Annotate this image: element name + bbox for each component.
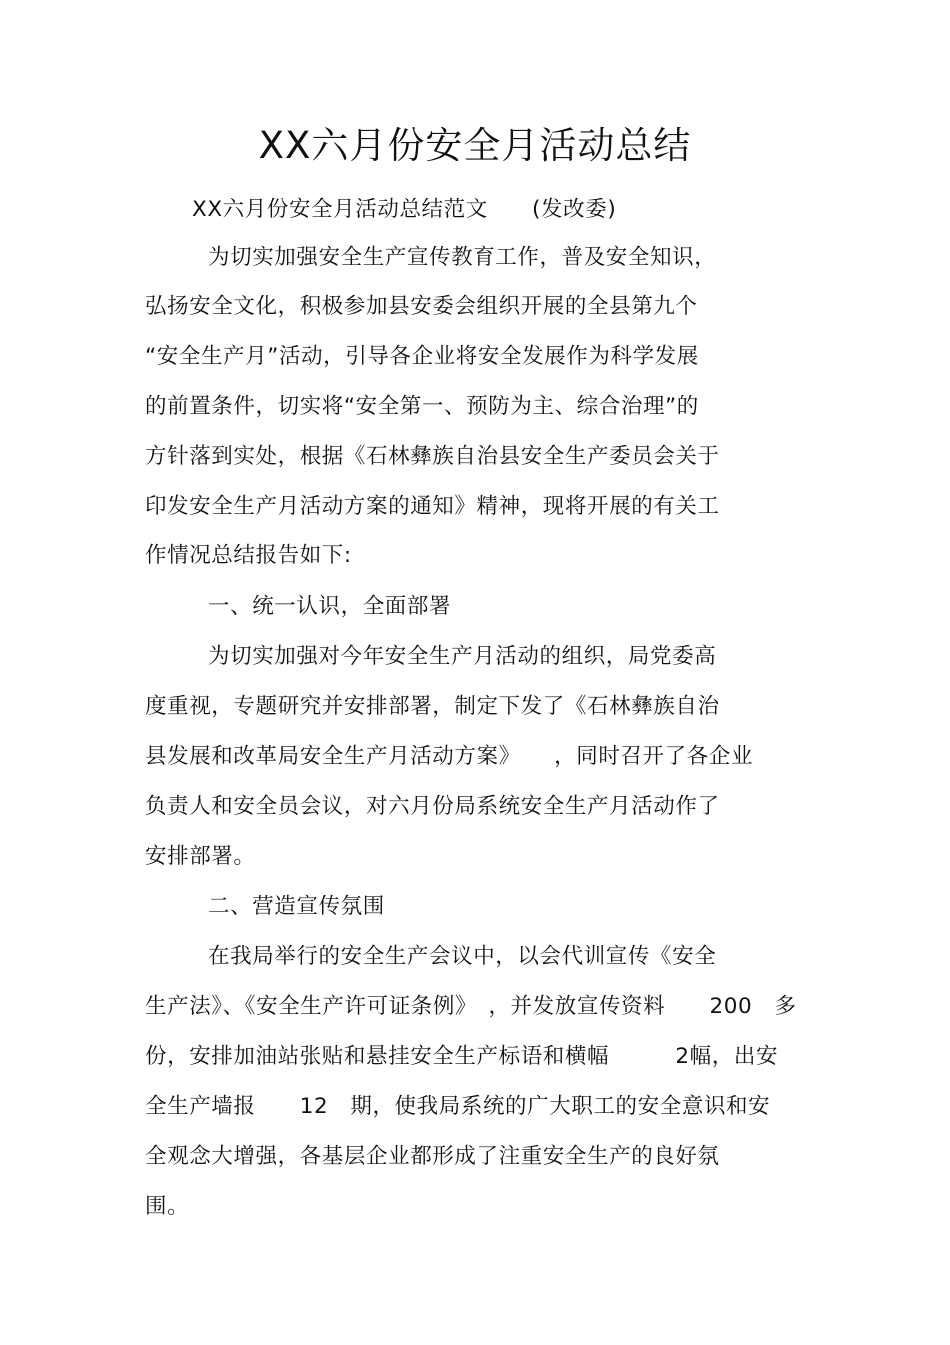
paragraph-line: “安全生产月”活动，引导各企业将安全发展作为科学发展 <box>145 344 699 369</box>
paragraph-line: 作情况总结报告如下: <box>145 543 352 568</box>
paragraph-line: 为切实加强安全生产宣传教育工作，普及安全知识， <box>208 245 717 270</box>
paragraph-line: 的前置条件，切实将“安全第一、预防为主、综合治理”的 <box>145 394 699 419</box>
paragraph-line: 份，安排加油站张贴和悬挂安全生产标语和横幅 2幅，出安 <box>145 1044 779 1069</box>
paragraph-line: 弘扬安全文化，积极参加县安委会组织开展的全县第九个 <box>145 294 698 319</box>
paragraph-line: 负责人和安全员会议，对六月份局系统安全生产月活动作了 <box>145 794 720 819</box>
paragraph-line: 生产法》、《安全生产许可证条例》 ，并发放宣传资料 200 多 <box>145 994 797 1019</box>
paragraph-line: 方针落到实处，根据《石林彝族自治县安全生产委员会关于 <box>145 444 720 469</box>
paragraph-line: 印发安全生产月活动方案的通知》精神，现将开展的有关工 <box>145 494 720 519</box>
paragraph-line: 为切实加强对今年安全生产月活动的组织，局党委高 <box>208 644 717 669</box>
paragraph-line: 在我局举行的安全生产会议中，以会代训宣传《安全 <box>208 944 717 969</box>
subtitle-line: XX六月份安全月活动总结范文 (发改委) <box>192 197 617 222</box>
paragraph-line: 全观念大增强，各基层企业都形成了注重安全生产的良好氛 <box>145 1144 720 1169</box>
document-title: XX六月份安全月活动总结 <box>258 124 692 167</box>
paragraph-line: 县发展和改革局安全生产月活动方案》 ，同时召开了各企业 <box>145 744 754 769</box>
paragraph-line: 度重视，专题研究并安排部署，制定下发了《石林彝族自治 <box>145 694 720 719</box>
paragraph-line: 围。 <box>145 1194 190 1219</box>
paragraph-line: 安排部署。 <box>145 844 256 869</box>
section-heading-1: 一、统一认识，全面部署 <box>208 594 452 619</box>
section-heading-2: 二、营造宣传氛围 <box>208 894 385 919</box>
paragraph-line: 全生产墙报 12 期，使我局系统的广大职工的安全意识和安 <box>145 1094 771 1119</box>
